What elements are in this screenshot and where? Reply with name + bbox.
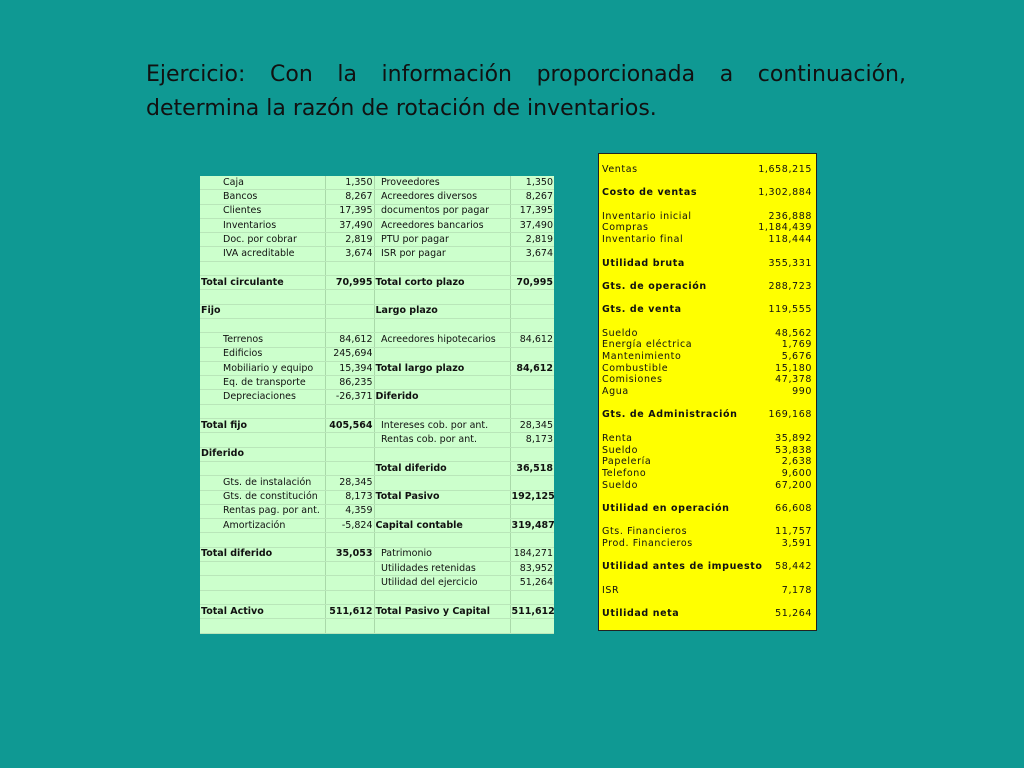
income-row xyxy=(602,526,812,538)
income-row xyxy=(602,363,812,375)
balance-row xyxy=(200,447,554,461)
income-label: Papelería xyxy=(602,456,652,468)
asset-value xyxy=(325,447,374,461)
income-row xyxy=(602,374,812,386)
liability-value xyxy=(510,404,554,418)
liability-account-label xyxy=(380,447,510,461)
asset-section-label: Total circulante xyxy=(200,276,325,290)
indent-cell xyxy=(200,247,222,261)
liability-account-label xyxy=(380,404,510,418)
income-statement xyxy=(598,153,817,631)
balance-row xyxy=(200,290,554,304)
exercise-title: Ejercicio: Con la información proporcionada a continuación, determina la razón de rotación de inventarios. xyxy=(146,62,906,121)
liability-value: 83,952 xyxy=(510,562,554,576)
balance-row xyxy=(200,490,554,504)
asset-account-label xyxy=(222,433,325,447)
indent-cell xyxy=(200,204,222,218)
liability-value: 184,271 xyxy=(510,547,554,561)
asset-value xyxy=(325,576,374,590)
income-value: 355,331 xyxy=(768,257,812,269)
indent-cell xyxy=(200,461,222,475)
liability-account-label xyxy=(380,504,510,518)
spacer xyxy=(602,573,812,585)
asset-section-label: Total diferido xyxy=(200,547,325,561)
income-value: 51,264 xyxy=(775,608,812,620)
indent-cell xyxy=(200,233,222,247)
income-label: Energía eléctrica xyxy=(602,339,693,351)
liability-value: 319,487 xyxy=(510,519,554,533)
asset-account-label: Eq. de transporte xyxy=(222,376,325,390)
asset-account-label: Caja xyxy=(222,176,325,190)
indent-cell xyxy=(200,533,222,547)
asset-value: 86,235 xyxy=(325,376,374,390)
liability-section-label: Total corto plazo xyxy=(374,276,510,290)
asset-account-label xyxy=(222,590,325,604)
asset-value: 8,267 xyxy=(325,190,374,204)
asset-section-label: Total Activo xyxy=(200,604,325,618)
asset-section-label: Total fijo xyxy=(200,419,325,433)
asset-account-label: Rentas pag. por ant. xyxy=(222,504,325,518)
asset-account-label: Amortización xyxy=(222,519,325,533)
balance-row xyxy=(200,604,554,618)
liability-account-label xyxy=(380,590,510,604)
asset-account-label xyxy=(222,576,325,590)
asset-value: 37,490 xyxy=(325,218,374,232)
asset-value xyxy=(325,290,374,304)
spacer xyxy=(602,515,812,527)
asset-account-label: Mobiliario y equipo xyxy=(222,361,325,375)
indent-cell xyxy=(200,190,222,204)
balance-row xyxy=(200,361,554,375)
asset-value: 28,345 xyxy=(325,476,374,490)
asset-account-label: Edificios xyxy=(222,347,325,361)
asset-value xyxy=(325,318,374,332)
liability-account-label: Acreedores hipotecarios xyxy=(380,333,510,347)
asset-account-label: Gts. de instalación xyxy=(222,476,325,490)
indent-cell xyxy=(200,433,222,447)
income-value: 58,442 xyxy=(775,561,812,573)
indent-cell xyxy=(200,562,222,576)
income-label: Sueldo xyxy=(602,444,638,456)
asset-section-label: Fijo xyxy=(200,304,325,318)
asset-value: 35,053 xyxy=(325,547,374,561)
balance-row xyxy=(200,318,554,332)
asset-value xyxy=(325,590,374,604)
asset-value xyxy=(325,461,374,475)
asset-value: 70,995 xyxy=(325,276,374,290)
balance-row xyxy=(200,304,554,318)
income-row xyxy=(602,339,812,351)
liability-value: 84,612 xyxy=(510,333,554,347)
income-label: Compras xyxy=(602,222,649,234)
income-row xyxy=(602,468,812,480)
asset-account-label xyxy=(222,562,325,576)
income-row xyxy=(602,538,812,550)
indent-cell xyxy=(200,347,222,361)
income-label: Agua xyxy=(602,386,629,398)
asset-account-label: Bancos xyxy=(222,190,325,204)
liability-account-label: Rentas cob. por ant. xyxy=(380,433,510,447)
balance-row xyxy=(200,547,554,561)
balance-row xyxy=(200,261,554,275)
liability-value: 3,674 xyxy=(510,247,554,261)
liability-value xyxy=(510,476,554,490)
spacer xyxy=(602,596,812,608)
liability-account-label: Proveedores xyxy=(380,176,510,190)
liability-account-label: Acreedores bancarios xyxy=(380,218,510,232)
income-value: 7,178 xyxy=(781,584,812,596)
balance-row xyxy=(200,404,554,418)
liability-account-label xyxy=(380,261,510,275)
liability-account-label xyxy=(380,476,510,490)
income-label: Gts. de Administración xyxy=(602,409,738,421)
balance-row xyxy=(200,519,554,533)
income-value: 48,562 xyxy=(775,327,812,339)
income-row xyxy=(602,258,812,270)
liability-account-label: Patrimonio xyxy=(380,547,510,561)
balance-row xyxy=(200,376,554,390)
liability-account-label xyxy=(380,619,510,633)
income-value: 35,892 xyxy=(775,432,812,444)
income-label: Inventario inicial xyxy=(602,210,692,222)
balance-row xyxy=(200,461,554,475)
spacer xyxy=(602,550,812,562)
income-label: Utilidad antes de impuesto xyxy=(602,561,763,573)
balance-row xyxy=(200,347,554,361)
asset-value xyxy=(325,619,374,633)
income-label: Gts. de venta xyxy=(602,304,682,316)
income-value: 2,638 xyxy=(781,456,812,468)
income-label: ISR xyxy=(602,584,620,596)
liability-value: 1,350 xyxy=(510,176,554,190)
spacer xyxy=(602,246,812,258)
liability-value xyxy=(510,376,554,390)
liability-account-label: PTU por pagar xyxy=(380,233,510,247)
income-label: Utilidad neta xyxy=(602,608,680,620)
income-value: 118,444 xyxy=(768,234,812,246)
balance-row xyxy=(200,233,554,247)
asset-value: 245,694 xyxy=(325,347,374,361)
asset-value xyxy=(325,533,374,547)
indent-cell xyxy=(200,376,222,390)
balance-row xyxy=(200,176,554,190)
indent-cell xyxy=(200,290,222,304)
asset-value xyxy=(325,433,374,447)
liability-value xyxy=(510,347,554,361)
income-row xyxy=(602,409,812,421)
income-row xyxy=(602,304,812,316)
spacer xyxy=(602,398,812,410)
liability-account-label xyxy=(380,318,510,332)
balance-row xyxy=(200,190,554,204)
liability-value: 36,518 xyxy=(510,461,554,475)
income-row xyxy=(602,187,812,199)
asset-account-label: Depreciaciones xyxy=(222,390,325,404)
income-value: 66,608 xyxy=(775,502,812,514)
income-label: Utilidad bruta xyxy=(602,257,685,269)
asset-account-label: Terrenos xyxy=(222,333,325,347)
liability-value: 28,345 xyxy=(510,419,554,433)
income-row xyxy=(602,222,812,234)
asset-value: 1,350 xyxy=(325,176,374,190)
liability-value xyxy=(510,261,554,275)
liability-value xyxy=(510,290,554,304)
liability-account-label xyxy=(380,347,510,361)
liability-value xyxy=(510,304,554,318)
income-label: Gts. Financieros xyxy=(602,526,688,538)
income-row xyxy=(602,456,812,468)
asset-value xyxy=(325,261,374,275)
balance-row xyxy=(200,562,554,576)
indent-cell xyxy=(200,504,222,518)
indent-cell xyxy=(200,361,222,375)
liability-account-label: documentos por pagar xyxy=(380,204,510,218)
income-row xyxy=(602,561,812,573)
income-label: Telefono xyxy=(602,467,647,479)
asset-value: 17,395 xyxy=(325,204,374,218)
income-value: 53,838 xyxy=(775,444,812,456)
asset-value: 3,674 xyxy=(325,247,374,261)
liability-value xyxy=(510,619,554,633)
indent-cell xyxy=(200,619,222,633)
liability-account-label: Intereses cob. por ant. xyxy=(380,419,510,433)
liability-value: 8,267 xyxy=(510,190,554,204)
indent-cell xyxy=(200,261,222,275)
liability-value: 17,395 xyxy=(510,204,554,218)
liability-account-label xyxy=(380,376,510,390)
liability-section-label: Total Pasivo xyxy=(374,490,510,504)
asset-account-label: Inventarios xyxy=(222,218,325,232)
income-value: 3,591 xyxy=(781,538,812,549)
asset-account-label xyxy=(222,404,325,418)
balance-row xyxy=(200,590,554,604)
balance-row xyxy=(200,504,554,518)
liability-value xyxy=(510,504,554,518)
liability-account-label xyxy=(380,290,510,304)
asset-value: 511,612 xyxy=(325,604,374,618)
liability-value: 2,819 xyxy=(510,233,554,247)
asset-value xyxy=(325,304,374,318)
asset-value: 8,173 xyxy=(325,490,374,504)
liability-value: 8,173 xyxy=(510,433,554,447)
balance-row xyxy=(200,276,554,290)
income-row xyxy=(602,328,812,340)
balance-sheet-table xyxy=(200,176,554,634)
balance-row xyxy=(200,533,554,547)
asset-account-label xyxy=(222,533,325,547)
balance-row xyxy=(200,333,554,347)
indent-cell xyxy=(200,576,222,590)
income-label: Ventas xyxy=(602,164,638,175)
income-value: 1,302,884 xyxy=(758,187,812,199)
liability-value: 37,490 xyxy=(510,218,554,232)
income-value: 15,180 xyxy=(775,362,812,374)
indent-cell xyxy=(200,176,222,190)
liability-section-label: Total largo plazo xyxy=(374,361,510,375)
liability-value xyxy=(510,447,554,461)
liability-section-label: Total Pasivo y Capital xyxy=(374,604,510,618)
income-label: Combustible xyxy=(602,362,669,374)
income-row xyxy=(602,386,812,398)
income-row xyxy=(602,164,812,176)
income-value: 1,769 xyxy=(781,339,812,351)
liability-section-label: Diferido xyxy=(374,390,510,404)
asset-account-label: Gts. de constitución xyxy=(222,490,325,504)
spacer xyxy=(602,269,812,281)
income-label: Sueldo xyxy=(602,479,638,491)
indent-cell xyxy=(200,333,222,347)
asset-value: 405,564 xyxy=(325,419,374,433)
indent-cell xyxy=(200,390,222,404)
income-value: 67,200 xyxy=(775,479,812,491)
asset-account-label xyxy=(222,261,325,275)
income-label: Mantenimiento xyxy=(602,351,682,362)
asset-value: 84,612 xyxy=(325,333,374,347)
liability-account-label: Utilidad del ejercicio xyxy=(380,576,510,590)
asset-value: 4,359 xyxy=(325,504,374,518)
spacer xyxy=(602,421,812,433)
income-value: 236,888 xyxy=(768,210,812,222)
asset-account-label xyxy=(222,290,325,304)
income-label: Comisiones xyxy=(602,374,663,386)
income-row xyxy=(602,211,812,223)
income-row xyxy=(602,445,812,457)
asset-account-label xyxy=(222,461,325,475)
spacer xyxy=(602,199,812,211)
income-value: 1,184,439 xyxy=(758,222,812,234)
income-value: 990 xyxy=(792,386,812,398)
liability-value xyxy=(510,318,554,332)
income-label: Inventario final xyxy=(602,234,684,246)
asset-value: 2,819 xyxy=(325,233,374,247)
asset-account-label: Clientes xyxy=(222,204,325,218)
balance-row xyxy=(200,433,554,447)
indent-cell xyxy=(200,590,222,604)
spacer xyxy=(602,316,812,328)
liability-account-label: Utilidades retenidas xyxy=(380,562,510,576)
spacer xyxy=(602,293,812,305)
indent-cell xyxy=(200,318,222,332)
spacer xyxy=(602,491,812,503)
income-value: 288,723 xyxy=(768,280,812,292)
income-value: 119,555 xyxy=(768,304,812,316)
income-row xyxy=(602,480,812,492)
liability-account-label xyxy=(380,533,510,547)
liability-section-label: Largo plazo xyxy=(374,304,510,318)
balance-row xyxy=(200,576,554,590)
income-row xyxy=(602,351,812,363)
asset-value xyxy=(325,404,374,418)
balance-row xyxy=(200,204,554,218)
balance-row xyxy=(200,390,554,404)
income-label: Gts. de operación xyxy=(602,280,707,292)
asset-account-label xyxy=(222,619,325,633)
liability-value: 192,125 xyxy=(510,490,554,504)
balance-row xyxy=(200,476,554,490)
balance-row xyxy=(200,247,554,261)
income-row xyxy=(602,433,812,445)
income-row xyxy=(602,608,812,620)
liability-section-label: Capital contable xyxy=(374,519,510,533)
liability-account-label: ISR por pagar xyxy=(380,247,510,261)
liability-section-label: Total diferido xyxy=(374,461,510,475)
income-value: 169,168 xyxy=(768,409,812,421)
income-value: 9,600 xyxy=(781,467,812,479)
indent-cell xyxy=(200,404,222,418)
liability-value: 511,612 xyxy=(510,604,554,618)
liability-value xyxy=(510,533,554,547)
indent-cell xyxy=(200,519,222,533)
asset-section-label: Diferido xyxy=(200,447,325,461)
income-label: Costo de ventas xyxy=(602,187,698,199)
asset-value: -5,824 xyxy=(325,519,374,533)
income-row xyxy=(602,234,812,246)
asset-account-label: IVA acreditable xyxy=(222,247,325,261)
asset-account-label xyxy=(222,318,325,332)
asset-value xyxy=(325,562,374,576)
income-row xyxy=(602,585,812,597)
liability-value: 84,612 xyxy=(510,361,554,375)
asset-value: -26,371 xyxy=(325,390,374,404)
indent-cell xyxy=(200,218,222,232)
indent-cell xyxy=(200,476,222,490)
income-label: Prod. Financieros xyxy=(602,538,693,549)
liability-value xyxy=(510,390,554,404)
income-label: Utilidad en operación xyxy=(602,502,730,514)
liability-value xyxy=(510,590,554,604)
liability-account-label: Acreedores diversos xyxy=(380,190,510,204)
income-value: 5,676 xyxy=(781,351,812,362)
liability-value: 70,995 xyxy=(510,276,554,290)
liability-value: 51,264 xyxy=(510,576,554,590)
income-row xyxy=(602,281,812,293)
balance-row xyxy=(200,419,554,433)
balance-row xyxy=(200,619,554,633)
income-label: Sueldo xyxy=(602,327,638,339)
asset-value: 15,394 xyxy=(325,361,374,375)
income-row xyxy=(602,503,812,515)
asset-account-label: Doc. por cobrar xyxy=(222,233,325,247)
income-value: 1,658,215 xyxy=(758,164,812,175)
balance-row xyxy=(200,218,554,232)
indent-cell xyxy=(200,490,222,504)
spacer xyxy=(602,176,812,188)
income-label: Renta xyxy=(602,432,633,444)
income-value: 11,757 xyxy=(775,526,812,538)
income-value: 47,378 xyxy=(775,374,812,386)
